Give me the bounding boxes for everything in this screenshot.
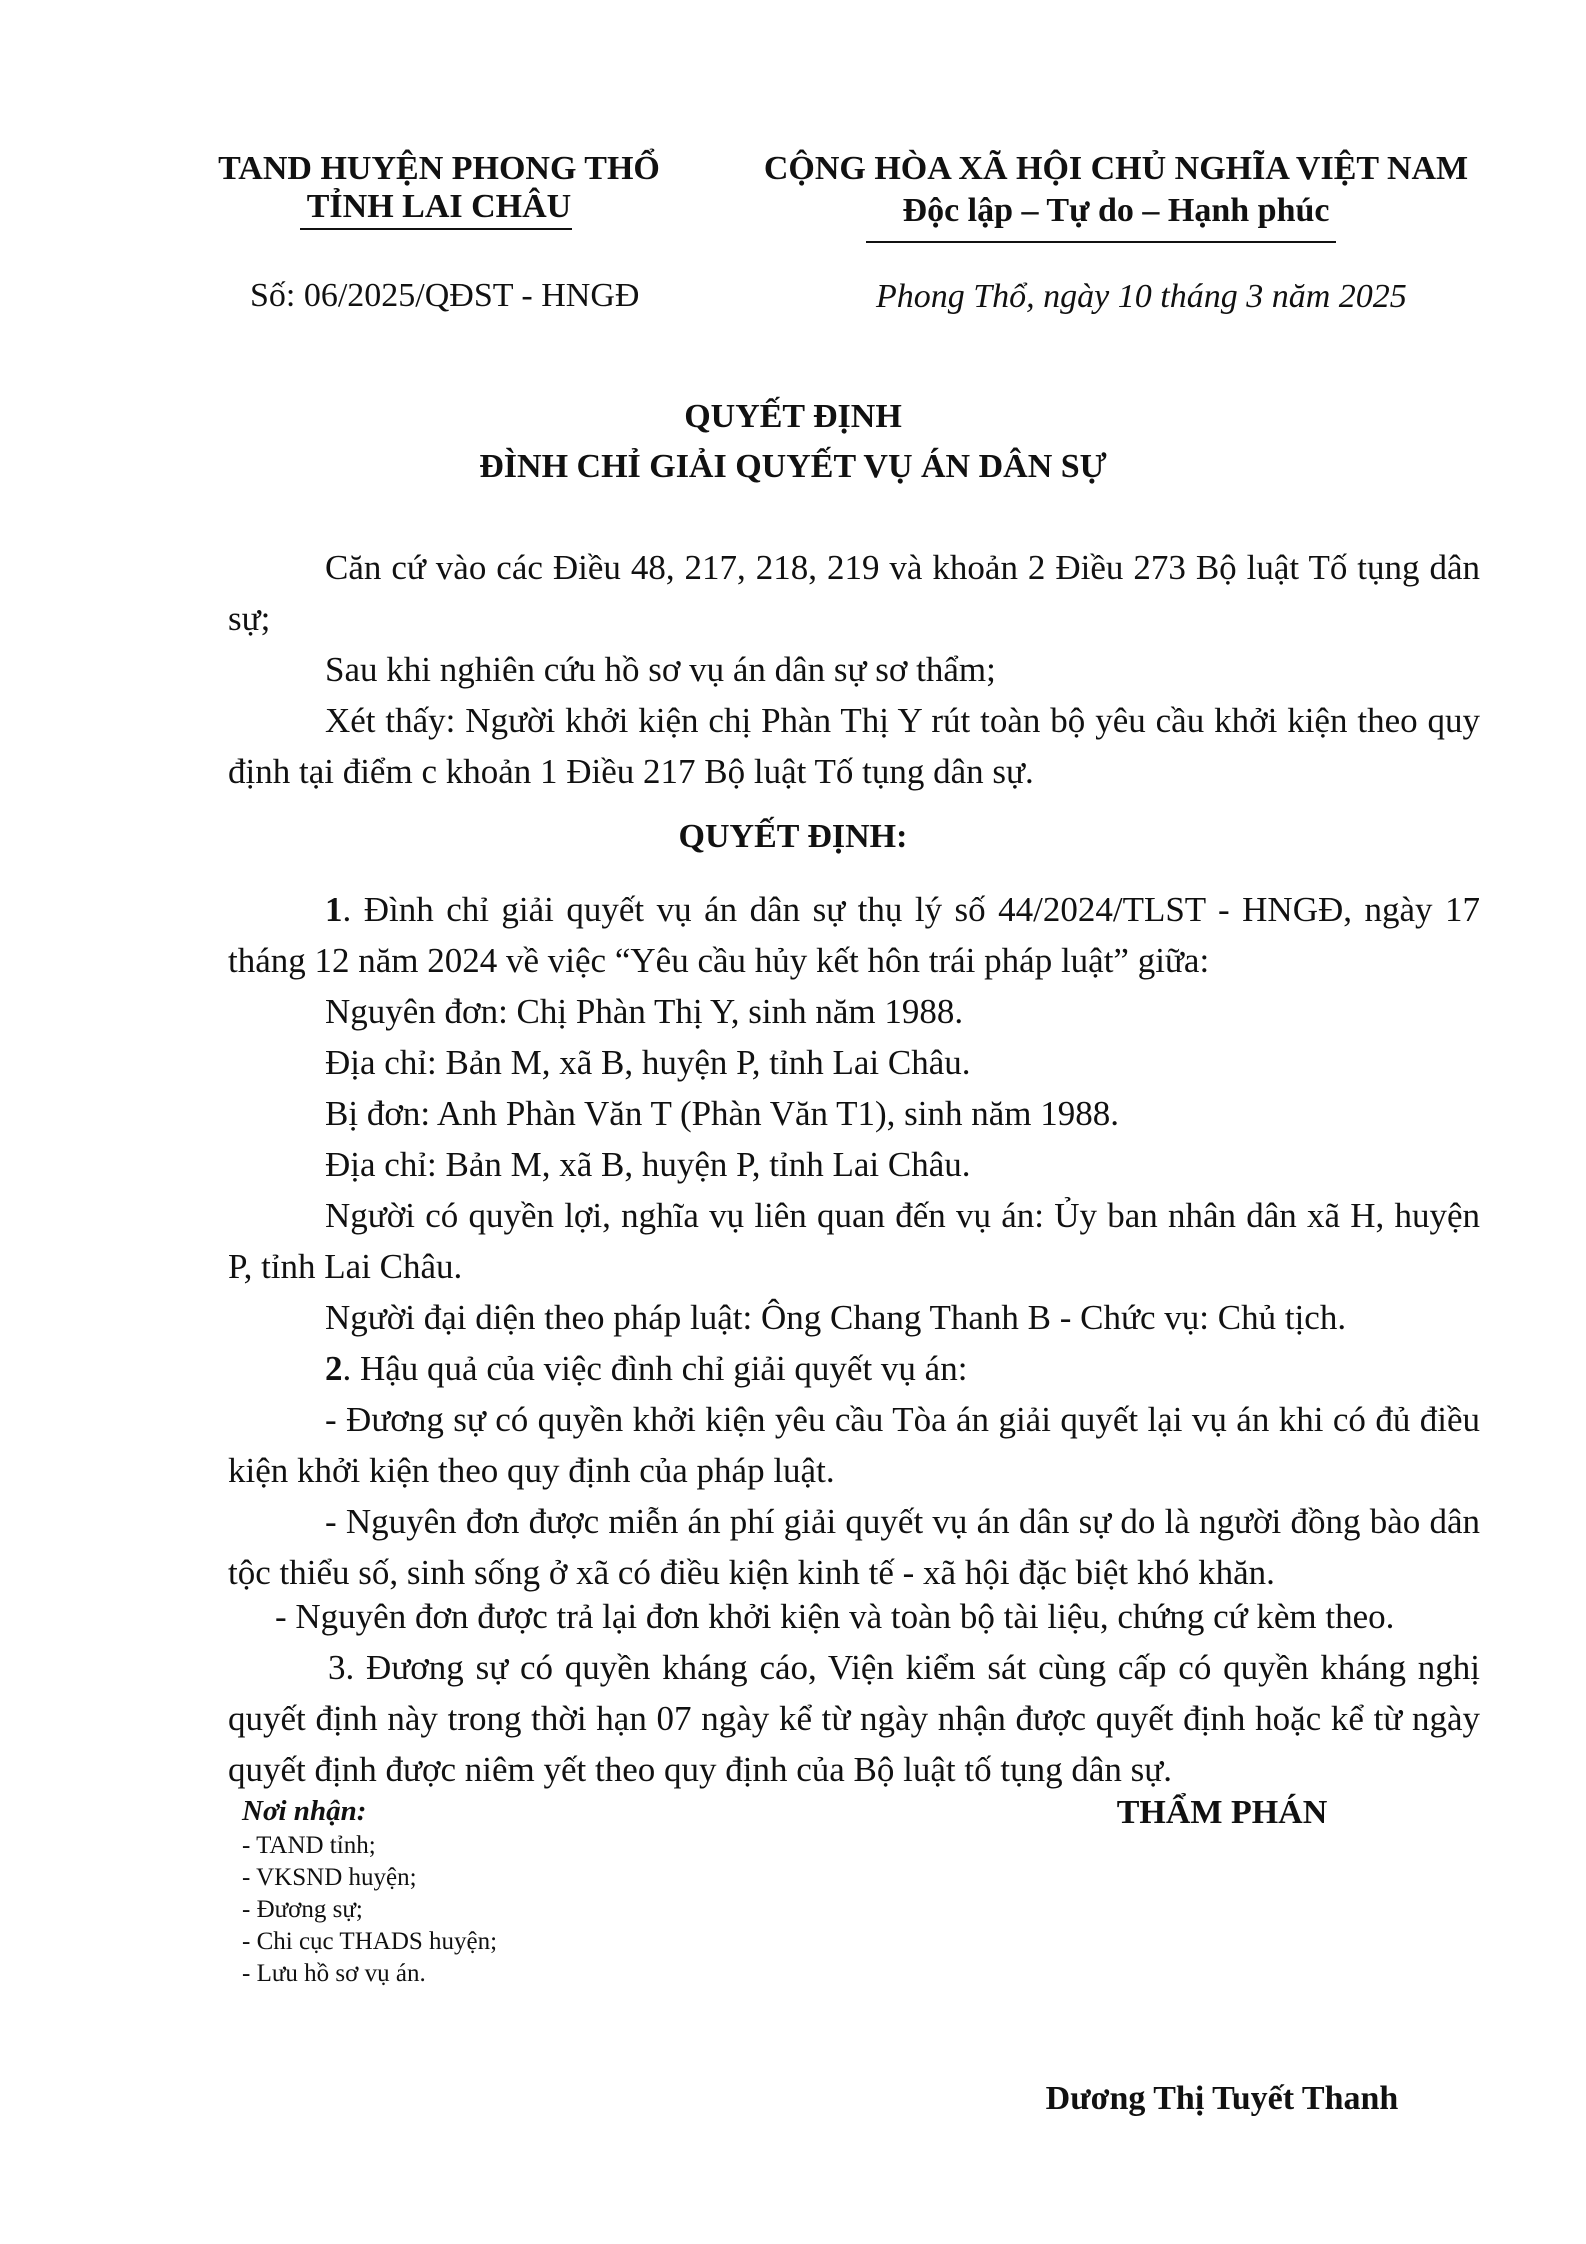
recipients-heading: Nơi nhận: bbox=[242, 1795, 367, 1827]
review-statement: Sau khi nghiên cứu hồ sơ vụ án dân sự sơ thẩm; bbox=[325, 650, 996, 689]
document-subtitle: ĐÌNH CHỈ GIẢI QUYẾT VỤ ÁN DÂN SỰ bbox=[479, 448, 1107, 485]
defendant: Bị đơn: Anh Phàn Văn T (Phàn Văn T1), sinh năm 1988. bbox=[325, 1094, 1120, 1133]
nation-motto: Độc lập – Tự do – Hạnh phúc bbox=[902, 192, 1330, 229]
recipient-item: - TAND tỉnh; bbox=[242, 1832, 376, 1859]
signer-name: Dương Thị Tuyết Thanh bbox=[1045, 2080, 1399, 2117]
document-number: Số: 06/2025/QĐST - HNGĐ bbox=[250, 277, 640, 314]
defendant-address: Địa chỉ: Bản M, xã B, huyện P, tỉnh Lai Châu. bbox=[325, 1145, 971, 1184]
recipient-item: - Lưu hồ sơ vụ án. bbox=[242, 1960, 426, 1987]
legal-basis: Căn cứ vào các Điều 48, 217, 218, 219 và khoản 2 Điều 273 Bộ luật Tố tụng dân sự; bbox=[228, 548, 1480, 638]
recipient-item: - Đương sự; bbox=[242, 1896, 363, 1923]
consequence-3: - Nguyên đơn được trả lại đơn khởi kiện và toàn bộ tài liệu, chứng cứ kèm theo. bbox=[275, 1597, 1395, 1636]
item-1-number: 1 bbox=[325, 890, 343, 929]
document-title: QUYẾT ĐỊNH bbox=[684, 398, 902, 435]
court-province: TỈNH LAI CHÂU bbox=[306, 188, 572, 225]
signer-role: THẨM PHÁN bbox=[1116, 1794, 1328, 1831]
recipient-item: - VKSND huyện; bbox=[242, 1864, 417, 1891]
place-date: Phong Thổ, ngày 10 tháng 3 năm 2025 bbox=[876, 278, 1407, 315]
plaintiff: Nguyên đơn: Chị Phàn Thị Y, sinh năm 1988. bbox=[325, 992, 964, 1031]
item-2: 2. Hậu quả của việc đình chỉ giải quyết vụ án: bbox=[325, 1349, 968, 1388]
court-underline bbox=[300, 228, 572, 230]
plaintiff-address: Địa chỉ: Bản M, xã B, huyện P, tỉnh Lai Châu. bbox=[325, 1043, 971, 1082]
recipient-item: - Chi cục THADS huyện; bbox=[242, 1928, 498, 1955]
item-3: 3. Đương sự có quyền kháng cáo, Viện kiểm sát cùng cấp có quyền kháng nghị quyết định này trong thời hạn 07 ngày kể từ ngày nhận được quyết định hoặc kể từ ngày quyết định được niêm yết theo quy định của Bộ luật tố tụng dân sự. bbox=[228, 1648, 1480, 1789]
related-party: Người có quyền lợi, nghĩa vụ liên quan đến vụ án: Ủy ban nhân dân xã H, huyện P, tỉnh Lai Châu. bbox=[228, 1196, 1480, 1286]
court-name: TAND HUYỆN PHONG THỔ bbox=[218, 150, 660, 187]
consequence-2: - Nguyên đơn được miễn án phí giải quyết vụ án dân sự do là người đồng bào dân tộc thiểu số, sinh sống ở xã có điều kiện kinh tế - xã hội đặc biệt khó khăn. bbox=[228, 1502, 1480, 1592]
finding-statement: Xét thấy: Người khởi kiện chị Phàn Thị Y rút toàn bộ yêu cầu khởi kiện theo quy định tại điểm c khoản 1 Điều 217 Bộ luật Tố tụng dân sự. bbox=[228, 701, 1480, 791]
item-2-number: 2 bbox=[325, 1349, 343, 1388]
consequence-1: - Đương sự có quyền khởi kiện yêu cầu Tòa án giải quyết lại vụ án khi có đủ điều kiện khởi kiện theo quy định của pháp luật. bbox=[228, 1400, 1480, 1490]
motto-underline bbox=[866, 241, 1336, 243]
nation-name: CỘNG HÒA XÃ HỘI CHỦ NGHĨA VIỆT NAM bbox=[763, 150, 1469, 187]
decision-heading: QUYẾT ĐỊNH: bbox=[678, 818, 908, 855]
legal-representative: Người đại diện theo pháp luật: Ông Chang Thanh B - Chức vụ: Chủ tịch. bbox=[325, 1298, 1347, 1337]
item-1: 1. Đình chỉ giải quyết vụ án dân sự thụ lý số 44/2024/TLST - HNGĐ, ngày 17 tháng 12 năm 2024 về việc “Yêu cầu hủy kết hôn trái pháp luật” giữa: bbox=[228, 890, 1480, 980]
